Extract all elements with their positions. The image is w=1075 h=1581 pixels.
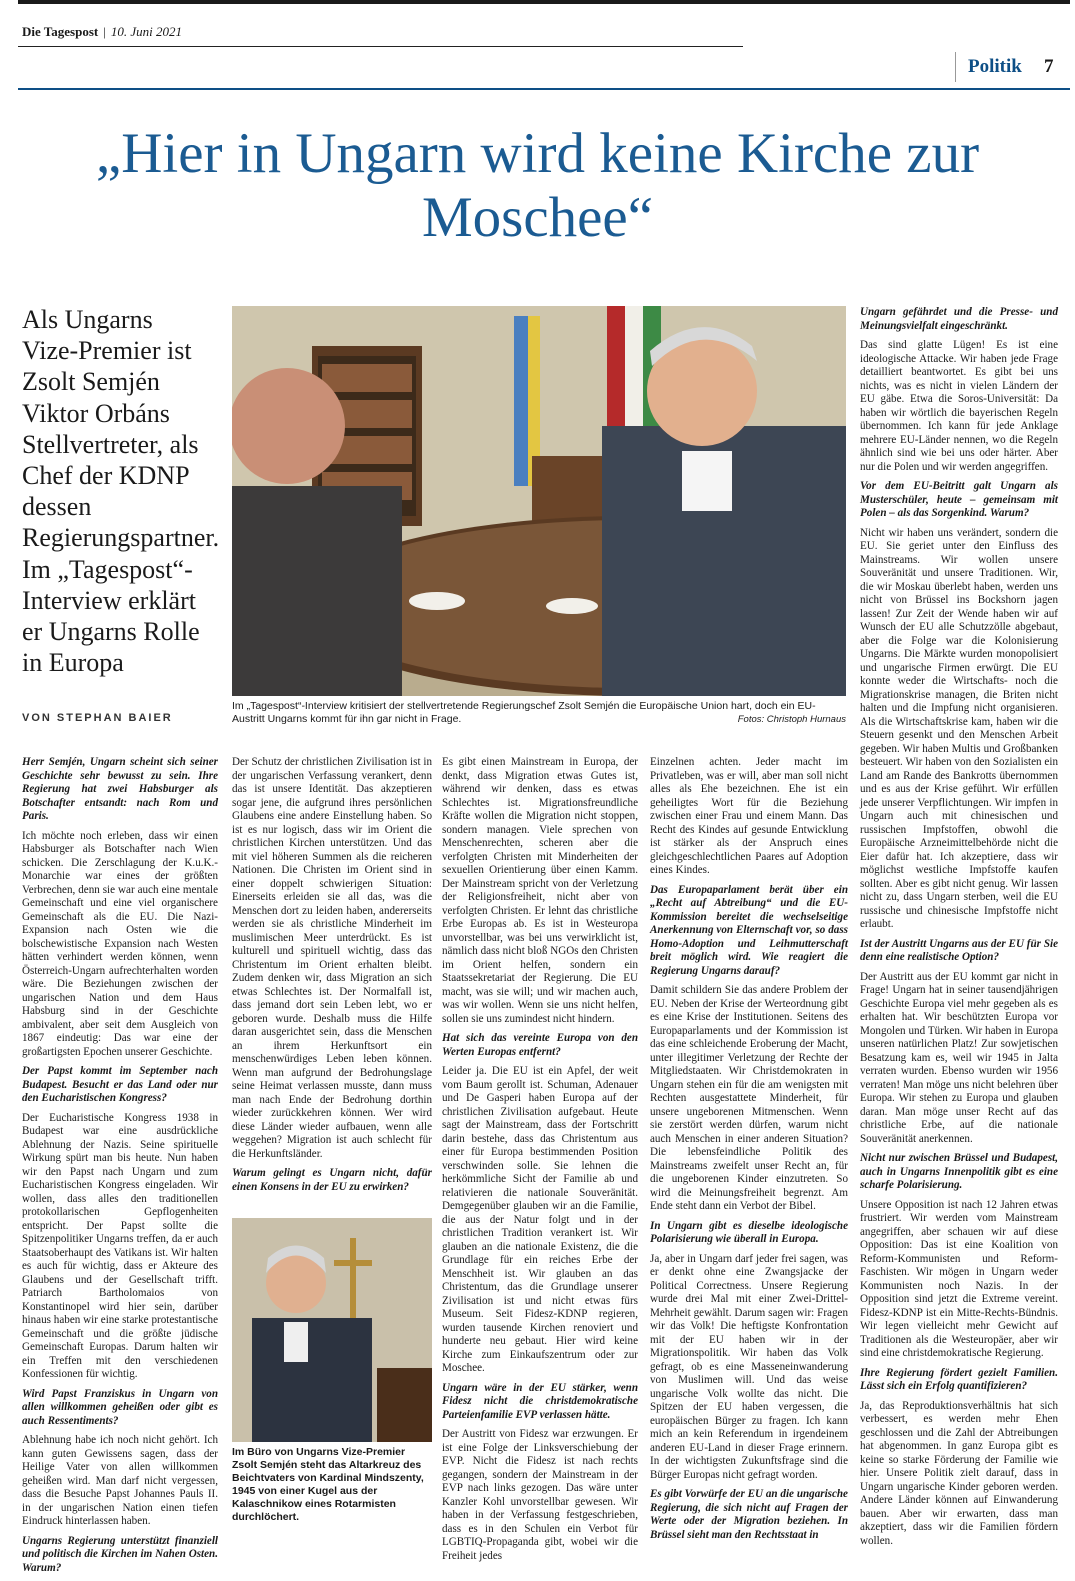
intro-text: Als Ungarns Vize-Premier ist Zsolt Semjén Viktor Orbáns Stellvertreter, als Chef der KDNP dessen Regierungspartner. Im „Tagespost“-Interview erklärt er Ungarns Rolle in Europa [22, 305, 220, 678]
headline: „Hier in Ungarn wird keine Kirche zur Moschee“ [95, 122, 980, 249]
interview-question: Ihre Regierung fördert gezielt Familien. Lässt sich ein Erfolg quantifizieren? [860, 1366, 1058, 1392]
interview-answer: Der Austritt aus der EU kommt gar nicht in Frage! Ungarn hat in seiner tausendjährigen Geschichte Europa viel mehr gegeben als es erhalten hat. Wir beschützten Europa vor Mongolen und Türken. Wir haben in Europa unseren natürlichen Platz! Zur sowjetischen Besatzung kam es, weil wir 1945 in Jalta verraten wurden. Ebenso wurden wir 1956 verraten! Man möge uns nicht belehren über Europa. Wir stehen zu Europa und glauben daran. Man möge unser Recht auf das christliche Erbe, auf die nationale Souveränität anerkennen. [860, 970, 1058, 1145]
article-column-4 [650, 756, 848, 1548]
section-rule [18, 88, 1070, 90]
photo-caption [232, 700, 846, 726]
interview-photo [232, 306, 846, 696]
interview-question: In Ungarn gibt es dieselbe ideologische Polarisierung wie überall in Europa. [650, 1219, 848, 1245]
interview-question: Ungarns Regierung unterstützt finanziell und politisch die Kirchen im Nahen Osten. Warum? [22, 1534, 218, 1574]
interview-question: Der Papst kommt im September nach Budapest. Besucht er das Land oder nur den Eucharistischen Kongress? [22, 1065, 218, 1104]
interview-question: Das Europaparlament berät über ein „Recht auf Abtreibung“ und die EU-Kommission bereitet die wechselseitige Anerkennung von Elternschaft vor, so dass Homo-Adoption und Leihmutterschaft breit möglich wird. Wie reagiert die Regierung Ungarns darauf? [650, 883, 848, 977]
interview-question: Ungarn wäre in der EU stärker, wenn Fidesz nicht die christdemokratische Parteienfamilie EVP verlassen hätte. [442, 1381, 638, 1421]
interview-question: Es gibt Vorwürfe der EU an die ungarische Regierung, die sich nicht auf Fragen der Werte oder der Migration beziehen. In Brüssel sieht man den Rechtsstaat in [650, 1488, 848, 1541]
interview-answer: Leider ja. Die EU ist ein Apfel, der weit vom Baum gerollt ist. Schuman, Adenauer und De Gasperi haben Europa auf der christlichen Zivilisation aufgebaut. Heute sagt der Mainstream, dass der Fortschritt darin bestehe, dass das Christentum aus einer für Europa bestimmenden Position verschwinden solle. Sie lehnen die herkömmliche Sicht der Familie ab und relativieren die nationale Souveränität. Demgegenüber glauben wir an die Familie, die aus der Natur folgt und in der christlichen Tradition verankert ist. Wir glauben an die nationale Existenz, die die Grundlage für ein reiches Erbe der Menschheit ist. Wir glauben an das Christentum, das die Grundlage unserer Zivilisation ist und nicht etwas fürs Museum. Seit Fidesz-KDNP regieren, wurden tausende Kirchen renoviert und hunderte neu gebaut. Hier wird keine Kirche zum Einkaufszentrum oder zur Moschee. [442, 1065, 638, 1374]
altar-cross-photo [232, 1218, 432, 1442]
section-name: Politik [968, 56, 1022, 77]
interview-answer: Einzelnen achten. Jeder macht im Privatleben, was er will, aber man soll nicht alles als Ehe bezeichnen. Ehe ist ein geheiligtes Wort für die Beziehung zwischen einer Frau und einem Mann. Das Recht des Kindes auf gesunde Entwicklung ist stärker als der Anspruch eines gleichgeschlechtlichen Paares auf Adoption eines Kindes. [650, 756, 848, 876]
author-byline: VON STEPHAN BAIER [22, 712, 173, 724]
article-column-5 [860, 306, 1058, 1554]
issue-date: 10. Juni 2021 [110, 24, 182, 39]
interview-answer: Es gibt einen Mainstream in Europa, der denkt, dass Migration etwas Gutes ist, während wir denken, dass es etwas Schlechtes ist. Migrationsfreundliche Kräfte wollen die Migration nicht stoppen, sondern managen. Viele sprechen von Menschenrechten, scheren aber die verfolgten Christen mit Minderheiten der sexuellen Orientierung über einen Kamm. Der Mainstream spricht von der Verletzung der Religionsfreiheit, nicht aber von verfolgten Christen. Er lehnt das christliche Erbe Europas ab. Es ist in Westeuropa unvorstellbar, was bei uns verwirklicht ist, nämlich dass nicht bloß NGOs den Christen im Orient helfen, sondern ein Staatssekretariat der Regierung. Die EU macht, was sie will; und wir machen auch, was wir wollen. Wenn sie uns nicht helfen, sollen sie uns zumindest nicht hindern. [442, 756, 638, 1025]
interview-answer: Ja, das Reproduktionsverhältnis hat sich verbessert, es werden mehr Ehen geschlossen und die Zahl der Abtreibungen hat abgenommen. In ganz Europa gibt es keine so starke Förderung der Familie wie hier. Unsere Politik zielt darauf, dass in Ungarn ungarische Kinder geboren werden. Andere Länder können auf Einwanderung bauen. Aber wir erwarten, dass man akzeptiert, dass wir die Familien fördern wollen. [860, 1399, 1058, 1547]
interview-answer: Ablehnung habe ich noch nicht gehört. Ich kann guten Gewissens sagen, dass der Heilige Vater von allen willkommen geheißen wird. Man darf nicht vergessen, dass die Besuche Papst Johannes Pauls II. in der ungarischen Nation einen tiefen Eindruck hinterlassen haben. [22, 1434, 218, 1527]
interview-answer: Nicht wir haben uns verändert, sondern die EU. Sie geriet unter den Einfluss des Mainstreams. Wir wollen unsere Souveränität und unsere Traditionen. Wir, die wir Moskau überlebt haben, werden uns nicht von Brüssel ins Bockshorn jagen lassen! Zur Zeit der Wende haben wir auf Wunsch der EU alle Schutzzölle abgebaut, aber die Folge war die Kolonisierung Ungarns. Die Märkte wurden monopolisiert und ungarische Firmen erwürgt. Die EU konnte weder die Wirtschafts- noch die Migrationskrise managen, die Briten nicht halten und die Impfung nicht organisieren. Als die Wirtschaftskrise kam, haben wir die Steuern gesenkt und den Menschen Arbeit gegeben. Wir haben Multis und Großbanken besteuert. Wir haben von den Sozialisten ein Land am Rande des Bankrotts übernommen und es aus der Krise geführt. Wir erfüllen jede unserer Verpflichtungen. Wir impfen in Ungarn auch mit chinesischen und russischen Impfstoffen, obwohl die Europäische Arzneimittelbehörde nicht die Eier dafür hat. Ich akzeptiere, dass wir möglichst westliche Impfstoffe kaufen sollten. Aber es gibt nicht genug. Wir lassen nicht zu, dass Ungarn sterben, weil die EU russische und chinesische Impfstoffe nicht erlaubt. [860, 526, 1058, 930]
interview-answer: Der Eucharistische Kongress 1938 in Budapest war eine ausdrückliche Ablehnung der Nazis. Seine spirituelle Wirkung spürt man bis heute. Nun haben wir den Papst nach Ungarn und zum Eucharistischen Kongress eingeladen. Wir wollen, dass alles den traditionellen protokollarischen Gepflogenheiten entspricht. Der Papst sollte die Spitzenpolitiker Ungarns treffen, da er auch Staatsoberhaupt des Vatikans ist. Wir halten es auch für wichtig, dass er Akteure des Glaubens und der Gesellschaft trifft. Patriarch Bartholomaios von Konstantinopel wird hier sein, darüber hinaus haben wir eine starke protestantische Gemeinschaft und die größte jüdische Gemeinschaft Europas. Darum halten wir ein Treffen mit den verschiedenen Konfessionen für wichtig. [22, 1111, 218, 1380]
interview-question: Nicht nur zwischen Brüssel und Budapest, auch in Ungarns Innenpolitik gibt es eine scharfe Polarisierung. [860, 1152, 1058, 1191]
photo-credit: Fotos: Christoph Hurnaus [737, 714, 846, 725]
article-column-2 [232, 756, 432, 1200]
interview-question: Herr Semjén, Ungarn scheint sich seiner Geschichte sehr bewusst zu sein. Ihre Regierung hat zwei Habsburger als Botschafter entsandt: nach Rom und Paris. [22, 756, 218, 822]
photo-caption-text: Im „Tagespost“-Interview kritisiert der stellvertretende Regierungschef Zsolt Semjén die Europäische Union hart, doch ein EU-Austritt Ungarns kommt für ihn gar nicht in Frage. [232, 700, 816, 725]
interview-question: Wird Papst Franziskus in Ungarn von allen willkommen geheißen oder gibt es auch Ressentiments? [22, 1387, 218, 1427]
masthead-rule [18, 46, 743, 47]
interview-answer: Der Austritt von Fidesz war erzwungen. Er ist eine Folge der Linksverschiebung der EVP. Nicht die Fidesz ist nach rechts gegangen, sondern der Mainstream in der EVP nach links gezogen. Das wäre unter Kanzler Kohl unvorstellbar gewesen. Wir haben in der Verfassung festgeschrieben, dass es in den Schulen ein Verbot für LGBTIQ-Propaganda gibt, wobei wir die Freiheit jedes [442, 1428, 638, 1562]
interview-answer: Der Schutz der christlichen Zivilisation ist in der ungarischen Verfassung verankert, denn das ist unsere Identität. Das akzeptieren sogar jene, die aufgrund ihres persönlichen Glaubens eine andere Einstellung haben. So ist es nur logisch, dass wir im Orient die christlichen Kirchen unterstützen. Und das mit viel höheren Summen als die reicheren Nationen. Die Christen im Orient sind in einer doppelt schwierigen Situation: Einerseits erleiden sie all das, was die Menschen dort zu leiden haben, andererseits werden sie als christliche Minderheit im muslimischen Meer unterdrückt. Es ist kulturell und spirituell wichtig, dass das Christentum im Orient erhalten bleibt. Zudem denken wir, dass Migration an sich etwas Schlechtes ist. Der Normalfall ist, dass jemand dort sein Leben lebt, wo er geboren wurde. Deshalb muss die Hilfe daran ausgerichtet sein, dass die Menschen an ihrem Herkunftsort ein menschenwürdiges Leben leben können. Wenn man aufgrund der Bedrohungslage seine Heimat verlassen musste, dann muss man nach Ende der Bedrohung dorthin wieder zurückkehren können. Wer wird diese Länder wieder aufbauen, wenn alle weggehen? Migration ist auch schlecht für die Herkunftsländer. [232, 756, 432, 1160]
interview-photo-illustration [232, 306, 846, 696]
interview-question: Ist der Austritt Ungarns aus der EU für Sie denn eine realistische Option? [860, 937, 1058, 963]
interview-answer: Damit schildern Sie das andere Problem der EU. Neben der Krise der Werteordnung gibt es eine Krise der Institutionen. Seitens des Europaparlaments und der Kommission ist das eine schleichende Eroberung der Macht, unter illegitimer Verletzung der Rechte der Mitgliedstaaten. Wir Christdemokraten in Ungarn stehen ein für die am wenigsten mit Rechten ausgestattete Minderheit, für unsere ungeborenen Mitmenschen. Wenn sie zerstört werden dürfen, warum nicht auch Menschen in einer anderen Situation? Die lebensfeindliche Politik des Mainstreams zweifelt unser Recht an, für die ungeborenen Kinder einzutreten. So wird die Meinungsfreiheit begrenzt. Am Ende steht dann ein Verbot der Bibel. [650, 984, 848, 1212]
article-column-1 [22, 756, 218, 1581]
interview-answer: Ich möchte noch erleben, dass wir einen Habsburger als Botschafter nach Wien schicken. Die Zerschlagung der K.u.K.-Monarchie war eines der größten Verbrechen, denn sie war auch eine mentale Gemeinschaft und eine viel organischere Gemeinschaft als die EU. Die Nazi-Expansion nach Osten wie die bolschewistische Expansion nach Westen hätten verhindert werden können, wenn Österreich-Ungarn aufrechterhalten worden wäre. Die Beziehungen zwischen der ungarischen Nation und dem Haus Habsburg sind in der Geschichte ambivalent, aber seit dem Ausgleich von 1867 eindeutig: Das war eine der großartigsten Epochen unserer Geschichte. [22, 829, 218, 1058]
top-rule [18, 0, 1070, 4]
masthead [22, 24, 182, 40]
interview-question: Hat sich das vereinte Europa von den Werten Europas entfernt? [442, 1032, 638, 1058]
page-number: 7 [1044, 56, 1054, 77]
article-column-3 [442, 756, 638, 1569]
interview-question: Warum gelingt es Ungarn nicht, dafür einen Konsens in der EU zu erwirken? [232, 1167, 432, 1193]
altar-photo-caption: Im Büro von Ungarns Vize-Premier Zsolt Semjén steht das Altarkreuz des Beichtvaters von Kardinal Mindszenty, 1945 von einer Kugel aus der Kalaschnikow eines Rotarmisten durchlöchert. [232, 1446, 424, 1523]
interview-question: Vor dem EU-Beitritt galt Ungarn als Musterschüler, heute – gemeinsam mit Polen – als das Sorgenkind. Warum? [860, 480, 1058, 519]
masthead-separator: | [103, 24, 106, 39]
interview-answer: Das sind glatte Lügen! Es ist eine ideologische Attacke. Wir haben jede Frage detailliert beantwortet. Es gibt bei uns nichts, was es nicht in vielen Ländern der EU gäbe. Etwa die Soros-Universität: Da haben wir wörtlich die bayerischen Regeln übernommen. Ich kann für jede Anklage mehrere EU-Länder nennen, wo die Regeln ähnlich sind wie bei uns oder härter. Aber nur die Polen und wir werden angegriffen. [860, 339, 1058, 473]
paper-name: Die Tagespost [22, 24, 99, 39]
altar-cross-photo-illustration [232, 1218, 432, 1442]
interview-answer: Ja, aber in Ungarn darf jeder frei sagen, was er denkt ohne eine Zwangsjacke der Political Correctness. Unsere Regierung wurde drei Mal mit einer Zwei-Drittel-Mehrheit gewählt. Darum sagen wir: Fragen wir das Volk! Die heftigste Konfrontation mit der EU haben wir in der Migrationspolitik. Wir haben das Volk gefragt, ob es eine Masseneinwanderung von Muslimen will. Und das weise ungarische Volk wollte das nicht. Die Spitzen der EU haben vergessen, die europäischen Bürger zu fragen. Ich kann mich an kein Referendum in irgendeinem anderen EU-Land in dieser Frage erinnern. In der wichtigsten Zukunftsfrage sind die Bürger Europas nicht gefragt worden. [650, 1252, 848, 1481]
interview-question: Ungarn gefährdet und die Presse- und Meinungsvielfalt eingeschränkt. [860, 306, 1058, 332]
interview-answer: Unsere Opposition ist nach 12 Jahren etwas frustriert. Wir werden vom Mainstream angegriffen, aber schauen wir auf diese Opposition: Das ist eine Koalition von Reform-Kommunisten und Reform-Faschisten. Wir mögen in Ungarn weder Kommunisten noch Nazis. In der Opposition sind jetzt die Extreme vereint. Fidesz-KDNP ist ein Mitte-Rechts-Bündnis. Wir legen vielleicht mehr Gewicht auf Traditionen als die Westeuropäer, aber wir sind eine christdemokratische Regierung. [860, 1198, 1058, 1359]
